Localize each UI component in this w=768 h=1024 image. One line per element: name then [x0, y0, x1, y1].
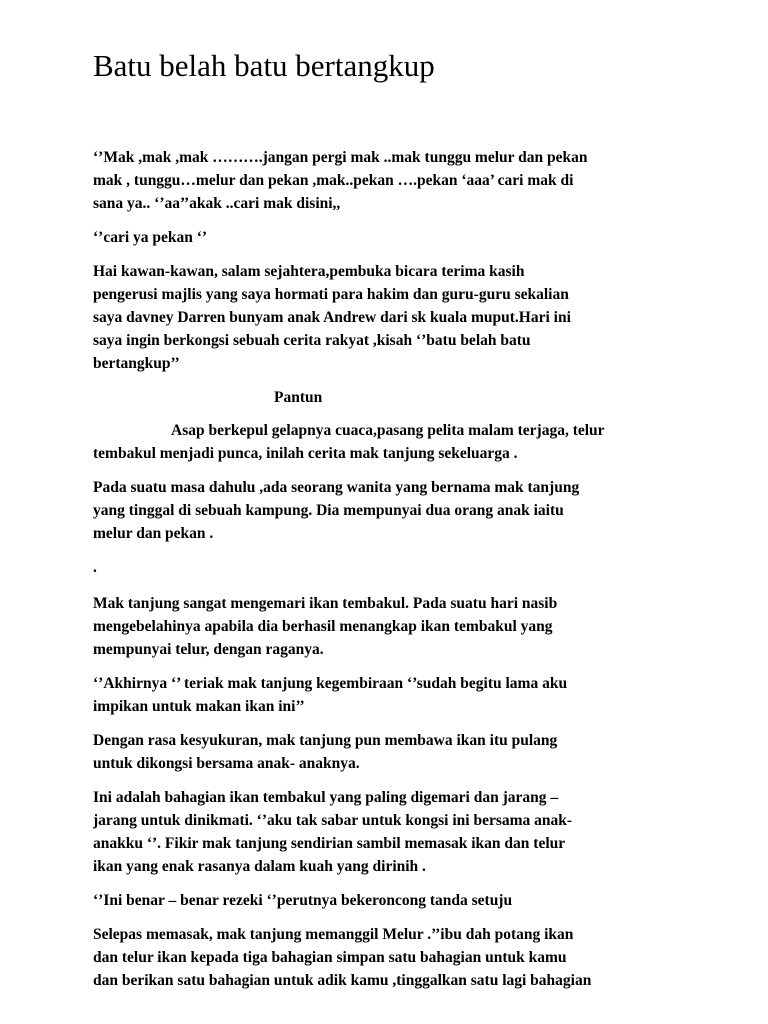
text-line: tembakul menjadi punca, inilah cerita mak tanjung sekeluarga .	[93, 445, 518, 462]
paragraph-akhirnya	[93, 672, 683, 718]
paragraph-ikan-tembakul	[93, 592, 683, 661]
paragraph-bahagian-ikan	[93, 786, 683, 878]
text-line: ikan yang enak rasanya dalam kuah yang dirinih .	[93, 858, 426, 875]
text-line: melur dan pekan .	[93, 525, 214, 542]
pantun-heading	[93, 386, 683, 409]
text-line: ‘’Ini benar – benar rezeki ‘’perutnya bekeroncong tanda setuju	[93, 892, 513, 909]
paragraph-selepas-memasak	[93, 923, 683, 992]
text-line: mempunyai telur, dengan raganya.	[93, 641, 324, 658]
paragraph-rezeki	[93, 889, 683, 912]
paragraph-cari-pekan	[93, 226, 683, 249]
paragraph-pantun-verse	[93, 419, 683, 465]
paragraph-kesyukuran	[93, 729, 683, 775]
text-line: Pantun	[274, 389, 323, 406]
paragraph-story-intro	[93, 476, 683, 545]
text-line: saya ingin berkongsi sebuah cerita rakyat ,kisah ‘’batu belah batu	[93, 332, 531, 349]
text-line: untuk dikongsi bersama anak- anaknya.	[93, 755, 360, 772]
text-line: ‘’Akhirnya ‘’ teriak mak tanjung kegembiraan ‘’sudah begitu lama aku	[93, 675, 568, 692]
text-line: Ini adalah bahagian ikan tembakul yang paling digemari dan jarang –	[93, 789, 559, 806]
text-line: ‘’Mak ,mak ,mak ……….jangan pergi mak ..mak tunggu melur dan pekan	[93, 149, 588, 166]
text-line: Hai kawan-kawan, salam sejahtera,pembuka bicara terima kasih	[93, 263, 525, 280]
text-line: yang tinggal di sebuah kampung. Dia mempunyai dua orang anak iaitu	[93, 502, 564, 519]
text-line: dan telur ikan kepada tiga bahagian simpan satu bahagian untuk kamu	[93, 949, 567, 966]
text-line: jarang untuk dinikmati. ‘’aku tak sabar untuk kongsi ini bersama anak-	[93, 812, 573, 829]
text-line: pengerusi majlis yang saya hormati para hakim dan guru-guru sekalian	[93, 286, 569, 303]
text-line: impikan untuk makan ikan ini’’	[93, 698, 305, 715]
text-line: Selepas memasak, mak tanjung memanggil Melur .’’ibu dah potang ikan	[93, 926, 574, 943]
text-line: saya davney Darren bunyam anak Andrew dari sk kuala muput.Hari ini	[93, 309, 571, 326]
text-line: bertangkup’’	[93, 355, 180, 372]
text-line: mengebelahinya apabila dia berhasil menangkap ikan tembakul yang	[93, 618, 553, 635]
text-line: anakku ‘’. Fikir mak tanjung sendirian sambil memasak ikan dan telur	[93, 835, 566, 852]
document-body	[93, 146, 683, 1003]
document-title: Batu belah batu bertangkup	[93, 48, 435, 83]
paragraph-greeting	[93, 260, 683, 375]
paragraph-opening-cry	[93, 146, 683, 215]
text-line: sana ya.. ‘’aa’’akak ..cari mak disini,,	[93, 195, 341, 212]
text-line: Mak tanjung sangat mengemari ikan tembakul. Pada suatu hari nasib	[93, 595, 558, 612]
text-line: .	[93, 559, 97, 576]
text-line: mak , tunggu…melur dan pekan ,mak..pekan ….pekan ‘aaa’ cari mak di	[93, 172, 574, 189]
text-line: Pada suatu masa dahulu ,ada seorang wanita yang bernama mak tanjung	[93, 479, 580, 496]
text-line: ‘’cari ya pekan ‘’	[93, 229, 208, 246]
text-line: Dengan rasa kesyukuran, mak tanjung pun membawa ikan itu pulang	[93, 732, 558, 749]
paragraph-separator-dot	[93, 556, 683, 579]
text-line: Asap berkepul gelapnya cuaca,pasang pelita malam terjaga, telur	[171, 422, 605, 439]
text-line: dan berikan satu bahagian untuk adik kamu ,tinggalkan satu lagi bahagian	[93, 972, 592, 989]
